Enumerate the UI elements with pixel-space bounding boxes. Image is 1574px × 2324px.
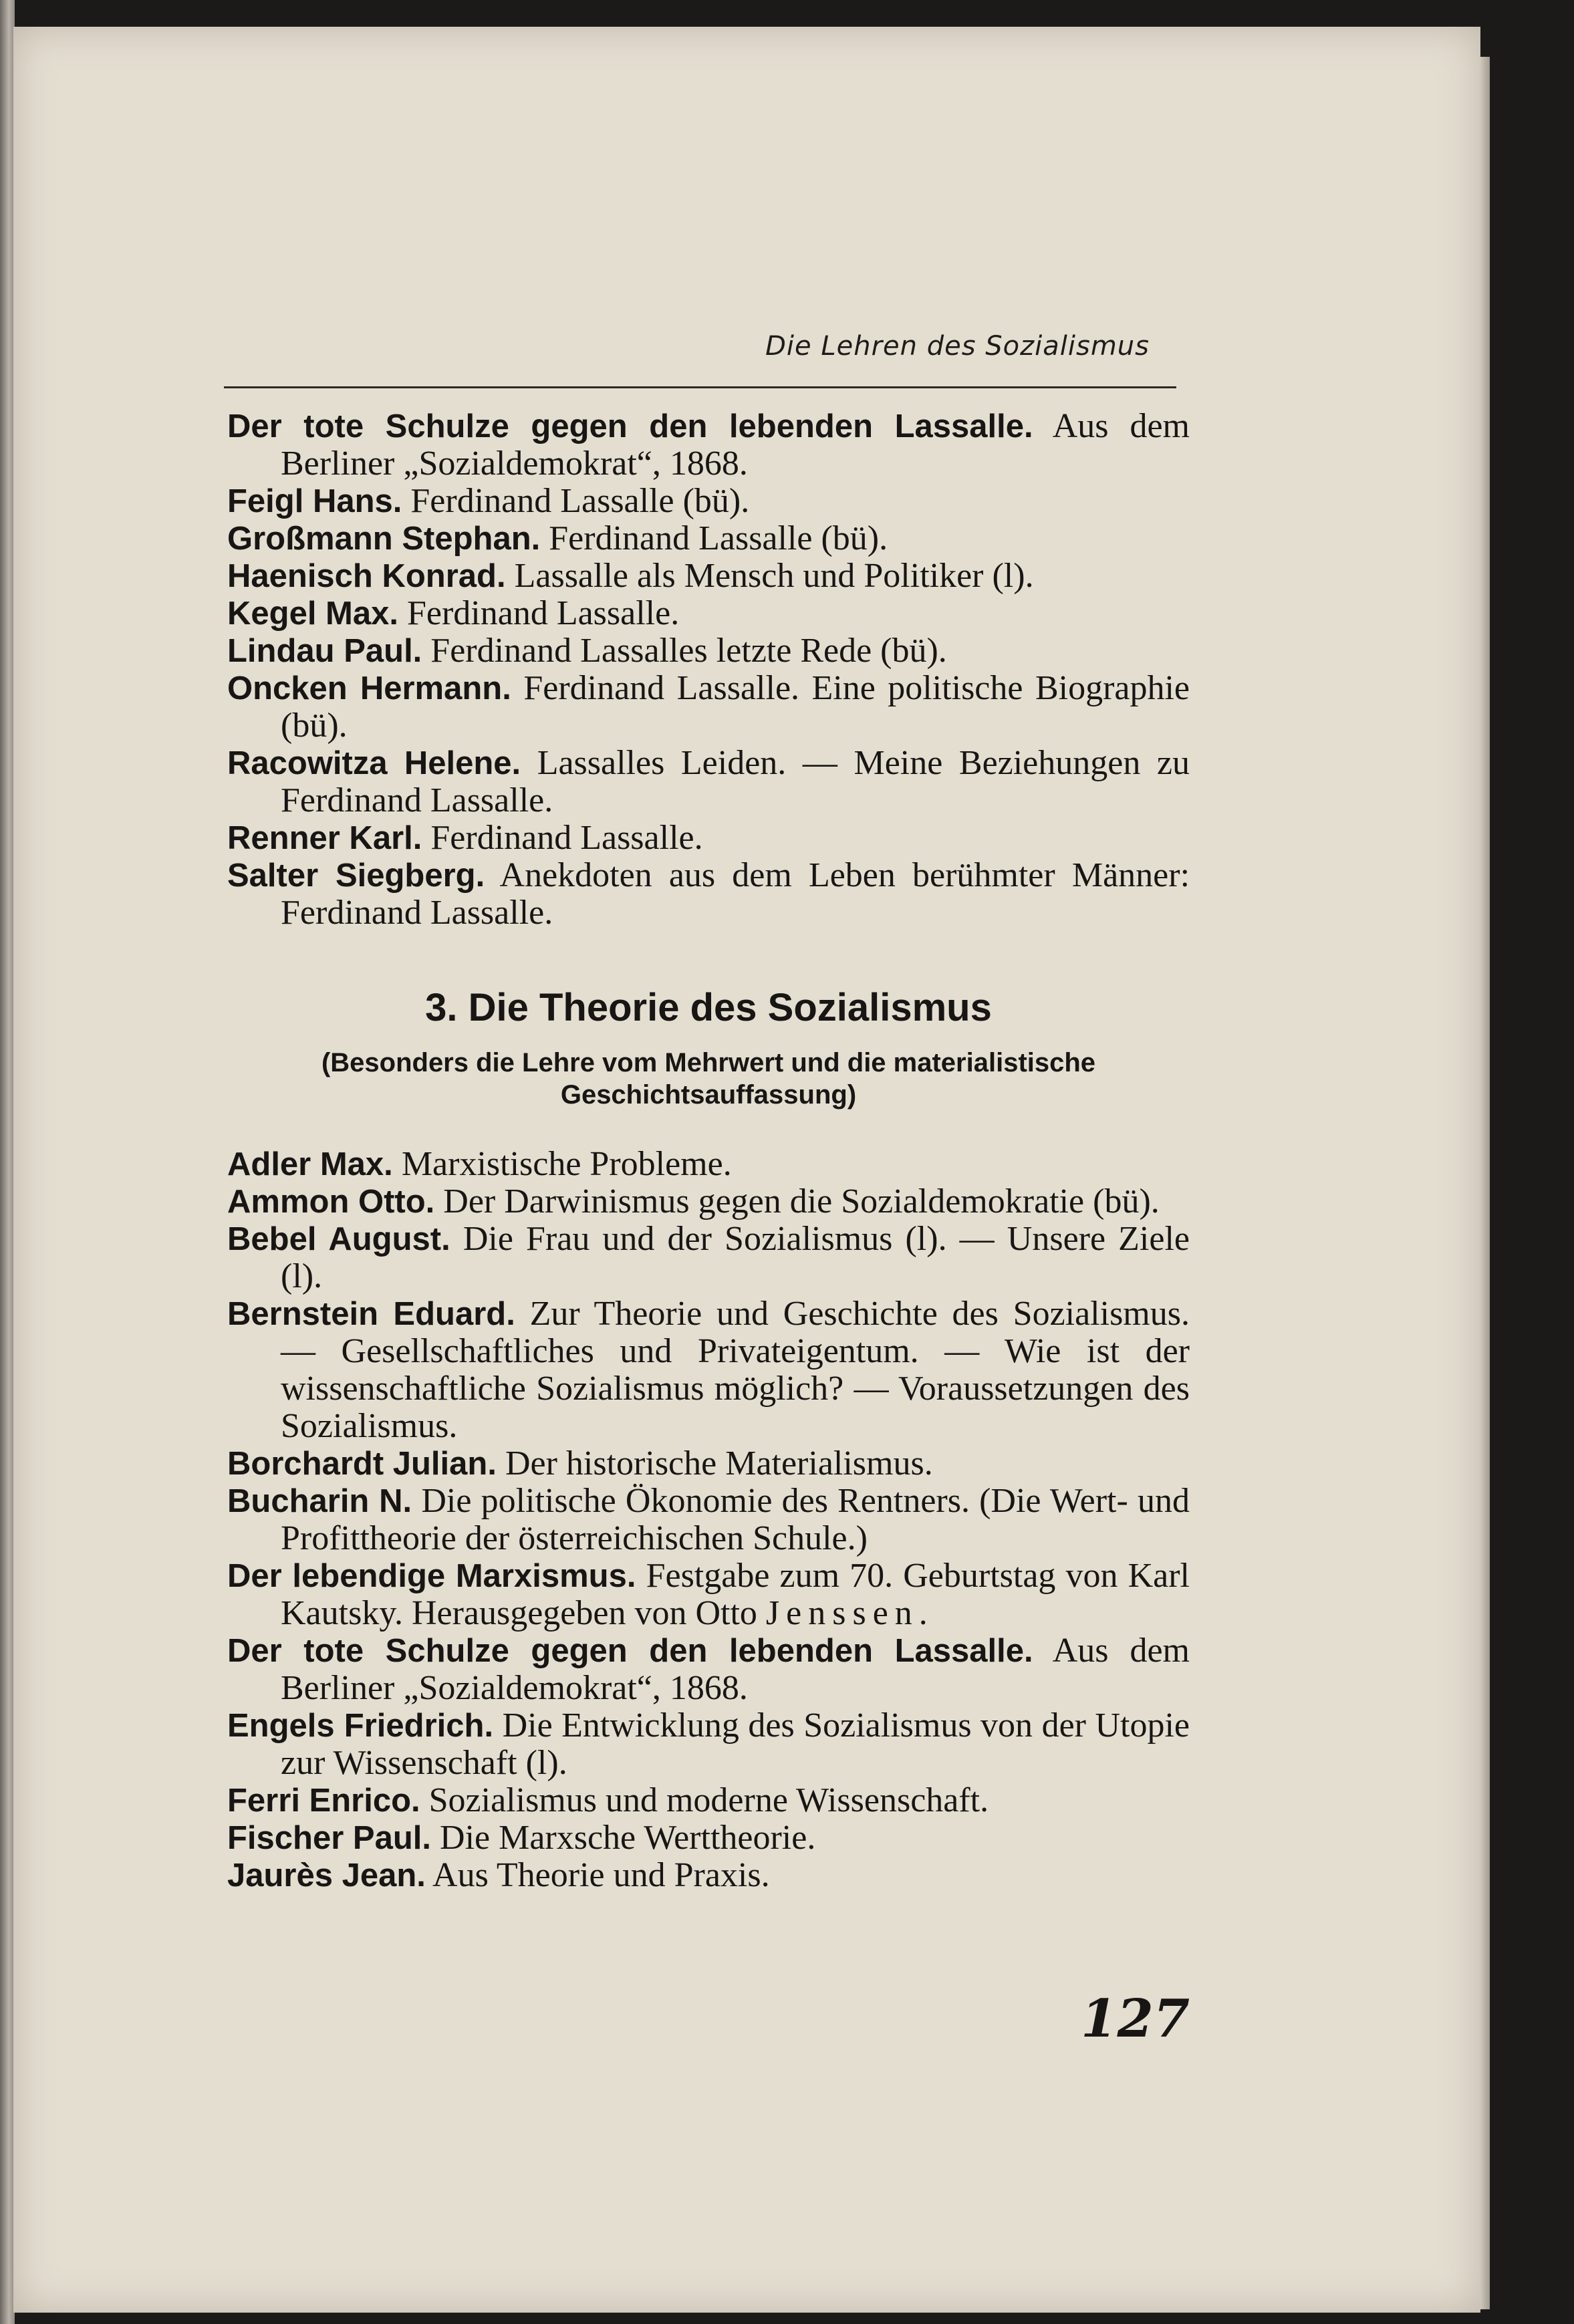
entry-author: Fischer Paul. [227, 1820, 432, 1856]
bibliography-entry [227, 1445, 1190, 1482]
entry-end: . [918, 1594, 928, 1632]
entry-text: Ferdinand Lassalles letzte Rede (bü). [422, 632, 947, 670]
entry-author: Ammon Otto. [227, 1184, 435, 1220]
entry-author: Feigl Hans. [227, 483, 402, 519]
page-edge [1480, 57, 1490, 2309]
entry-text: Aus dem Berliner „Sozialdemokrat“, 1868. [281, 407, 1190, 483]
entry-author: Renner Karl. [227, 820, 422, 856]
entry-author: Adler Max. [227, 1146, 393, 1182]
bibliography-entry [227, 1857, 1190, 1894]
theory-bibliography [227, 1146, 1190, 1557]
entry-author: Bebel August. [227, 1221, 450, 1257]
entry-author: Kegel Max. [227, 596, 398, 632]
entry-text: Die Frau und der Sozialismus (l). — Unsere Ziele (l). [281, 1220, 1190, 1295]
bibliography-entry [227, 1782, 1190, 1819]
entry-author: Engels Friedrich. [227, 1708, 494, 1744]
entry-author: Der tote Schulze gegen den lebenden Lassalle. [227, 408, 1033, 444]
running-head: Die Lehren des Sozialismus [765, 331, 1150, 362]
entry-author: Haenisch Konrad. [227, 558, 506, 594]
section-title: 3. Die Theorie des Sozialismus [425, 986, 992, 1029]
bibliography-entry [227, 520, 1190, 557]
entry-text: Die politische Ökonomie des Rentners. (Die Wert- und Profittheorie der österreichischen Schule.) [281, 1482, 1190, 1557]
entry-author: Der tote Schulze gegen den lebenden Lassalle. [227, 1633, 1033, 1669]
entry-text: Marxistische Probleme. [392, 1145, 732, 1183]
bibliography-entry [227, 1220, 1190, 1295]
entry-text: Aus dem Berliner „Sozialdemokrat“, 1868. [281, 1632, 1190, 1707]
section-subtitle: (Besonders die Lehre vom Mehrwert und die materialistische Geschichtsauffassung) [321, 1048, 1096, 1110]
entry-text: Anekdoten aus dem Leben berühmter Männer: Ferdinand Lassalle. [281, 856, 1190, 932]
left-page-edge [0, 0, 15, 2324]
theory-bibliography-continued [227, 1632, 1190, 1894]
header-rule [224, 386, 1176, 388]
bibliography-entry [227, 595, 1190, 632]
bibliography-entry [227, 1819, 1190, 1857]
page-content [227, 408, 1190, 1894]
entry-text: Lassalles Leiden. — Meine Beziehungen zu Ferdinand Lassalle. [281, 744, 1190, 819]
bibliography-entry [227, 408, 1190, 483]
entry-author: Salter Siegberg. [227, 858, 485, 894]
editor-name: Jenssen [765, 1594, 919, 1632]
bibliography-entry [227, 1632, 1190, 1707]
bibliography-entry [227, 1557, 1190, 1632]
entry-text: Ferdinand Lassalle. Eine politische Biographie (bü). [281, 669, 1190, 745]
entry-author: Borchardt Julian. [227, 1446, 497, 1482]
bibliography-entry [227, 1482, 1190, 1557]
entry-author: Bernstein Eduard. [227, 1296, 515, 1332]
entry-text: Der historische Materialismus. [496, 1444, 933, 1482]
bibliography-entry [227, 745, 1190, 819]
entry-text: Festgabe zum 70. Geburtstag von Karl Kautsky. Herausgegeben von Otto [281, 1557, 1190, 1632]
entry-text: Ferdinand Lassalle (bü). [540, 519, 888, 557]
entry-author: Racowitza Helene. [227, 745, 521, 781]
bibliography-entry [227, 1295, 1190, 1445]
bibliography-entry [227, 670, 1190, 745]
entry-text: Die Marxsche Werttheorie. [431, 1819, 816, 1857]
bibliography-entry [227, 483, 1190, 520]
entry-author: Jaurès Jean. [227, 1857, 426, 1894]
bibliography-entry [227, 857, 1190, 932]
entry-text: Ferdinand Lassalle (bü). [402, 482, 750, 520]
entry-author: Bucharin N. [227, 1483, 412, 1519]
lassalle-bibliography [227, 408, 1190, 932]
entry-author: Lindau Paul. [227, 633, 422, 669]
bibliography-entry [227, 819, 1190, 857]
entry-author: Ferri Enrico. [227, 1783, 420, 1819]
entry-text: Lassalle als Mensch und Politiker (l). [505, 557, 1034, 595]
bibliography-entry [227, 1183, 1190, 1220]
entry-text: Der Darwinismus gegen die Sozialdemokratie (bü). [434, 1182, 1160, 1220]
page-number: 127 [1081, 1988, 1190, 2049]
bibliography-entry [227, 632, 1190, 670]
bibliography-entry [227, 557, 1190, 595]
entry-text: Die Entwicklung des Sozialismus von der Utopie zur Wissenschaft (l). [281, 1706, 1190, 1782]
entry-text: Ferdinand Lassalle. [422, 819, 703, 857]
bibliography-entry [227, 1146, 1190, 1183]
entry-text: Zur Theorie und Geschichte des Sozialismus. — Gesellschaftliches und Privateigentum. — Wie ist der wissenschaftliche Sozialismus möglich? — Voraussetzungen des Sozialismus. [281, 1295, 1190, 1445]
entry-author: Oncken Hermann. [227, 670, 511, 706]
entry-text: Aus Theorie und Praxis. [425, 1856, 770, 1894]
bibliography-entry [227, 1707, 1190, 1782]
entry-text: Ferdinand Lassalle. [398, 594, 680, 632]
entry-author: Großmann Stephan. [227, 521, 541, 557]
entry-text: Sozialismus und moderne Wissenschaft. [420, 1781, 989, 1819]
entry-author: Der lebendige Marxismus. [227, 1558, 636, 1594]
